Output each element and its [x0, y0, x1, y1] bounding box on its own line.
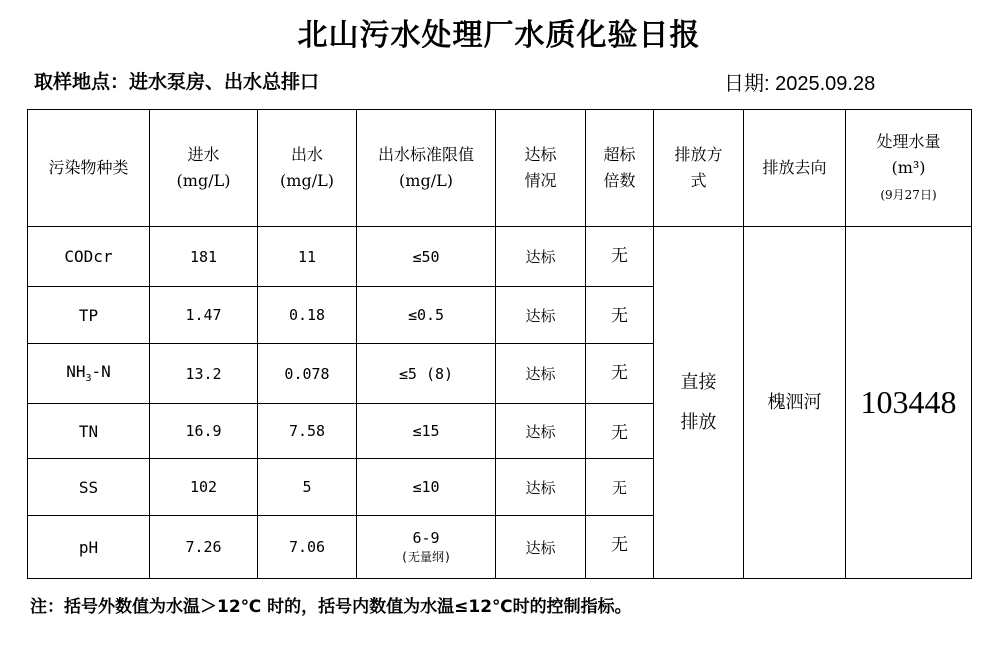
cell-inflow: 181: [150, 227, 258, 287]
cell-outflow: 11: [258, 227, 357, 287]
cell-limit: ≤10: [357, 459, 496, 516]
table-header-row: [28, 110, 972, 227]
cell-exceed: 无: [586, 404, 654, 459]
header-outflow: 出水 (mg/L): [258, 110, 357, 227]
cell-pollutant: pH: [28, 516, 150, 579]
header-inflow: 进水 (mg/L): [150, 110, 258, 227]
cell-exceed: 无: [586, 344, 654, 404]
footnote: 注：括号外数值为水温＞12℃ 时的，括号内数值为水温≤12℃时的控制指标。: [30, 597, 632, 617]
cell-pollutant: TN: [28, 404, 150, 459]
cell-status: 达标: [496, 459, 586, 516]
cell-status: 达标: [496, 344, 586, 404]
cell-limit: ≤0.5: [357, 287, 496, 344]
cell-exceed: 无: [586, 227, 654, 287]
cell-outflow: 7.06: [258, 516, 357, 579]
cell-pollutant: $NH_3-N$: [28, 344, 150, 404]
cell-status: 达标: [496, 227, 586, 287]
header-destination: 排放去向: [744, 110, 846, 227]
report-title: 北山污水处理厂水质化验日报: [297, 18, 701, 53]
cell-pollutant: TP: [28, 287, 150, 344]
cell-volume: 103448: [846, 227, 972, 579]
cell-inflow: 13.2: [150, 344, 258, 404]
cell-limit: ≤5 (8): [357, 344, 496, 404]
cell-limit: 6-9 (无量纲): [357, 516, 496, 579]
cell-status: 达标: [496, 404, 586, 459]
cell-inflow: 7.26: [150, 516, 258, 579]
cell-outflow: 5: [258, 459, 357, 516]
cell-exceed: 无: [586, 287, 654, 344]
sampling-location: 取样地点：进水泵房、出水总排口: [34, 71, 320, 93]
cell-outflow: 7.58: [258, 404, 357, 459]
header-pollutant: 污染物种类: [28, 110, 150, 227]
header-compliance: 达标 情况: [496, 110, 586, 227]
cell-pollutant: SS: [28, 459, 150, 516]
cell-exceed: 无: [586, 459, 654, 516]
cell-status: 达标: [496, 287, 586, 344]
header-discharge-mode: 排放方 式: [654, 110, 744, 227]
table-row: [28, 227, 972, 287]
cell-inflow: 16.9: [150, 404, 258, 459]
cell-discharge-mode: 直接 排放: [654, 227, 744, 579]
header-exceed: 超标 倍数: [586, 110, 654, 227]
cell-limit: ≤15: [357, 404, 496, 459]
header-limit: 出水标准限值 (mg/L): [357, 110, 496, 227]
cell-inflow: 102: [150, 459, 258, 516]
cell-outflow: 0.18: [258, 287, 357, 344]
cell-limit: ≤50: [357, 227, 496, 287]
cell-pollutant: CODcr: [28, 227, 150, 287]
cell-outflow: 0.078: [258, 344, 357, 404]
water-quality-table: [27, 109, 972, 579]
cell-inflow: 1.47: [150, 287, 258, 344]
cell-exceed: 无: [586, 516, 654, 579]
cell-status: 达标: [496, 516, 586, 579]
cell-destination: 槐泗河: [744, 227, 846, 579]
header-volume: 处理水量 (m³) (9月27日): [846, 110, 972, 227]
report-date: 日期: 2025.09.28: [724, 73, 876, 95]
